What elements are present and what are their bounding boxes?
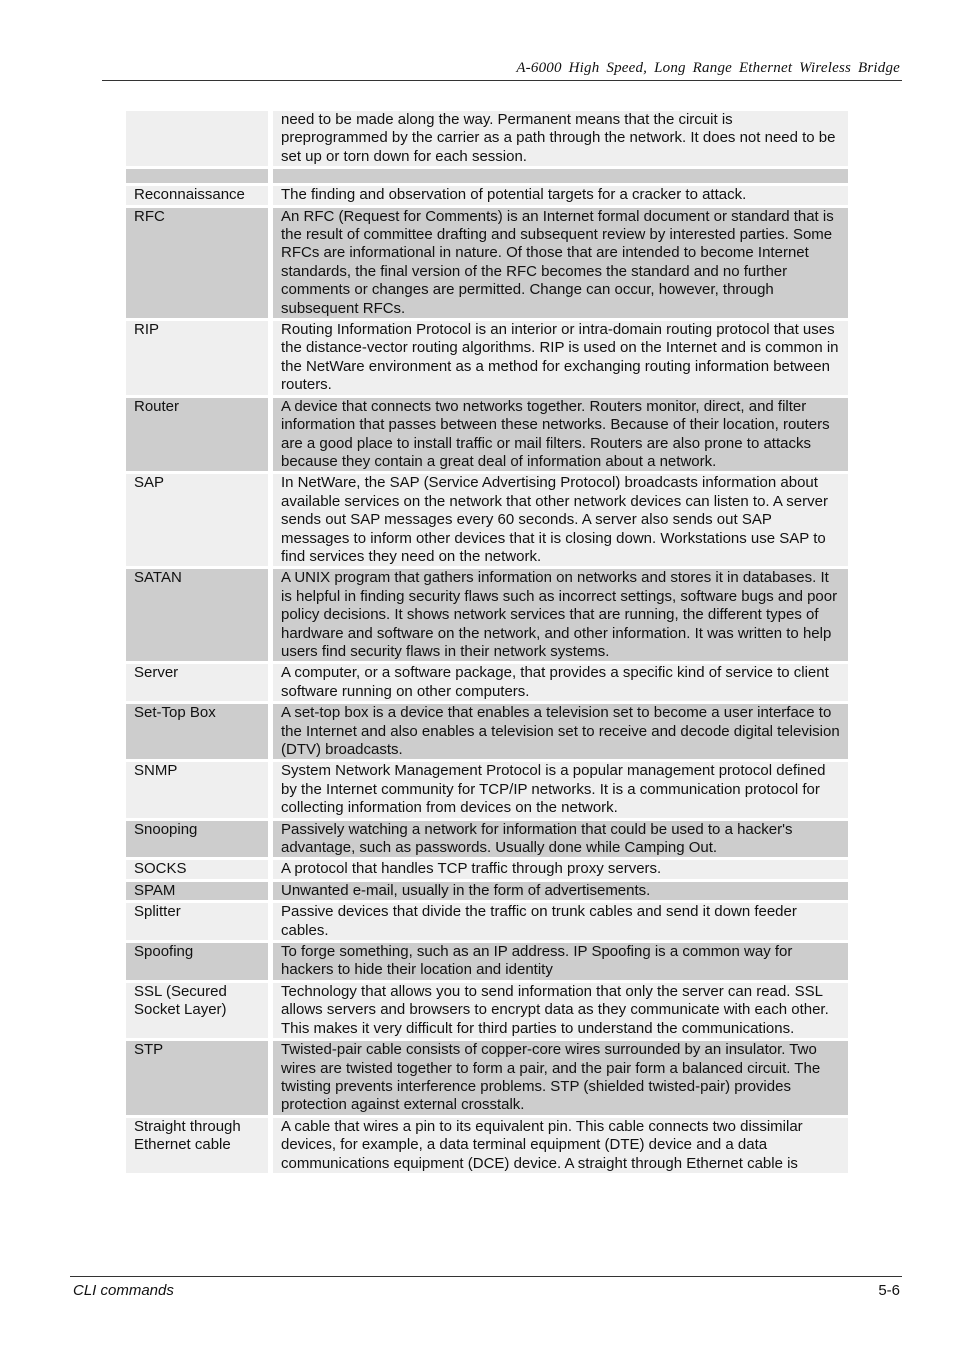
glossary-definition: Passive devices that divide the traffic on trunk cables and send it down feeder cables. bbox=[273, 903, 848, 940]
glossary-definition: A cable that wires a pin to its equivalent pin. This cable connects two dissimilar devices, for example, a data terminal equipment (DTE) device and a data communications equipment (DCE) device. A straight through Ethernet cable is bbox=[273, 1118, 848, 1173]
glossary-row bbox=[126, 983, 848, 1038]
glossary-row bbox=[126, 943, 848, 980]
glossary-definition bbox=[273, 169, 848, 183]
glossary-row bbox=[126, 903, 848, 940]
page-header bbox=[102, 58, 902, 81]
glossary-term: Snooping bbox=[126, 821, 273, 858]
glossary-term: Splitter bbox=[126, 903, 273, 940]
glossary-term: SOCKS bbox=[126, 860, 273, 878]
glossary-definition: A protocol that handles TCP traffic through proxy servers. bbox=[273, 860, 848, 878]
glossary-term: SAP bbox=[126, 474, 273, 566]
glossary-definition: An RFC (Request for Comments) is an Internet formal document or standard that is the result of committee drafting and subsequent review by interested parties. Some RFCs are informational in nature. Of those that are intended to become Internet standards, the final version of the RFC becomes the standard and no further comments or changes are permitted. Change can occur, however, through subsequent RFCs. bbox=[273, 208, 848, 318]
glossary-definition: Twisted-pair cable consists of copper-core wires surrounded by an insulator. Two wires are twisted together to form a pair, and the pair form a balanced circuit. The twisting prevents interference problems. STP (shielded twisted-pair) provides protection against external crosstalk. bbox=[273, 1041, 848, 1115]
glossary-term: SATAN bbox=[126, 569, 273, 661]
glossary-table bbox=[126, 108, 848, 1176]
glossary-row bbox=[126, 321, 848, 395]
glossary-row bbox=[126, 821, 848, 858]
glossary-definition: A UNIX program that gathers information on networks and stores it in databases. It is helpful in finding security flaws such as incorrect settings, software bugs and poor policy decisions. It shows network services that are running, the different types of hardware and software on the network, and other information. It was written to help users find security flaws in their network systems. bbox=[273, 569, 848, 661]
glossary-term: SSL (Secured Socket Layer) bbox=[126, 983, 273, 1038]
glossary-term bbox=[126, 169, 273, 183]
document-title: A-6000 High Speed, Long Range Ethernet Wireless Bridge bbox=[516, 60, 900, 76]
glossary-definition: Unwanted e-mail, usually in the form of advertisements. bbox=[273, 882, 848, 900]
glossary-row bbox=[126, 1041, 848, 1115]
page-number: 5-6 bbox=[878, 1282, 900, 1299]
footer-section: CLI commands bbox=[73, 1282, 174, 1299]
glossary-row bbox=[126, 569, 848, 661]
glossary-definition: A set-top box is a device that enables a television set to become a user interface to the Internet and also enables a television set to receive and decode digital television (DTV) broadcasts. bbox=[273, 704, 848, 759]
glossary-term: Spoofing bbox=[126, 943, 273, 980]
glossary-row bbox=[126, 208, 848, 318]
glossary-definition: In NetWare, the SAP (Service Advertising Protocol) broadcasts information about available services on the network that other network devices can listen to. A server sends out SAP messages every 60 seconds. A server also sends out SAP messages to inform other devices that it is closing down. Workstations use SAP to find services they need on the network. bbox=[273, 474, 848, 566]
glossary-term: Router bbox=[126, 398, 273, 472]
glossary-definition: Routing Information Protocol is an interior or intra-domain routing protocol that uses the distance-vector routing algorithms. RIP is used on the Internet and is common in the NetWare environment as a method for exchanging routing information between routers. bbox=[273, 321, 848, 395]
glossary-definition: Technology that allows you to send information that only the server can read. SSL allows servers and browsers to encrypt data as they communicate with each other. This makes it very difficult for third parties to understand the communications. bbox=[273, 983, 848, 1038]
glossary-definition: A computer, or a software package, that provides a specific kind of service to client software running on other computers. bbox=[273, 664, 848, 701]
glossary-term: SPAM bbox=[126, 882, 273, 900]
glossary-term: Reconnaissance bbox=[126, 186, 273, 204]
glossary-definition: need to be made along the way. Permanent means that the circuit is preprogrammed by the carrier as a path through the network. It does not need to be set up or torn down for each session. bbox=[273, 111, 848, 166]
glossary-row bbox=[126, 882, 848, 900]
glossary-term: Set-Top Box bbox=[126, 704, 273, 759]
glossary-row bbox=[126, 398, 848, 472]
glossary-row bbox=[126, 860, 848, 878]
glossary-term: Server bbox=[126, 664, 273, 701]
glossary-term: SNMP bbox=[126, 762, 273, 817]
glossary-term: RFC bbox=[126, 208, 273, 318]
glossary-definition: A device that connects two networks together. Routers monitor, direct, and filter information that passes between these networks. Because of their location, routers are a good place to install traffic or mail filters. Routers are also prone to attacks because they contain a great deal of information about a network. bbox=[273, 398, 848, 472]
glossary-term: Straight through Ethernet cable bbox=[126, 1118, 273, 1173]
glossary-row bbox=[126, 762, 848, 817]
glossary-row bbox=[126, 474, 848, 566]
glossary-definition: System Network Management Protocol is a popular management protocol defined by the Internet community for TCP/IP networks. It is a communication protocol for collecting information from devices on the network. bbox=[273, 762, 848, 817]
glossary-row bbox=[126, 186, 848, 204]
glossary-term: STP bbox=[126, 1041, 273, 1115]
glossary-row bbox=[126, 111, 848, 166]
glossary-row bbox=[126, 704, 848, 759]
glossary-term bbox=[126, 111, 273, 166]
glossary-row bbox=[126, 664, 848, 701]
glossary-definition: Passively watching a network for information that could be used to a hacker's advantage, such as passwords. Usually done while Camping Out. bbox=[273, 821, 848, 858]
page-footer bbox=[70, 1276, 902, 1307]
glossary-definition: To forge something, such as an IP address. IP Spoofing is a common way for hackers to hide their location and identity bbox=[273, 943, 848, 980]
glossary-spacer-row bbox=[126, 169, 848, 183]
glossary-row bbox=[126, 1118, 848, 1173]
glossary-definition: The finding and observation of potential targets for a cracker to attack. bbox=[273, 186, 848, 204]
glossary-term: RIP bbox=[126, 321, 273, 395]
